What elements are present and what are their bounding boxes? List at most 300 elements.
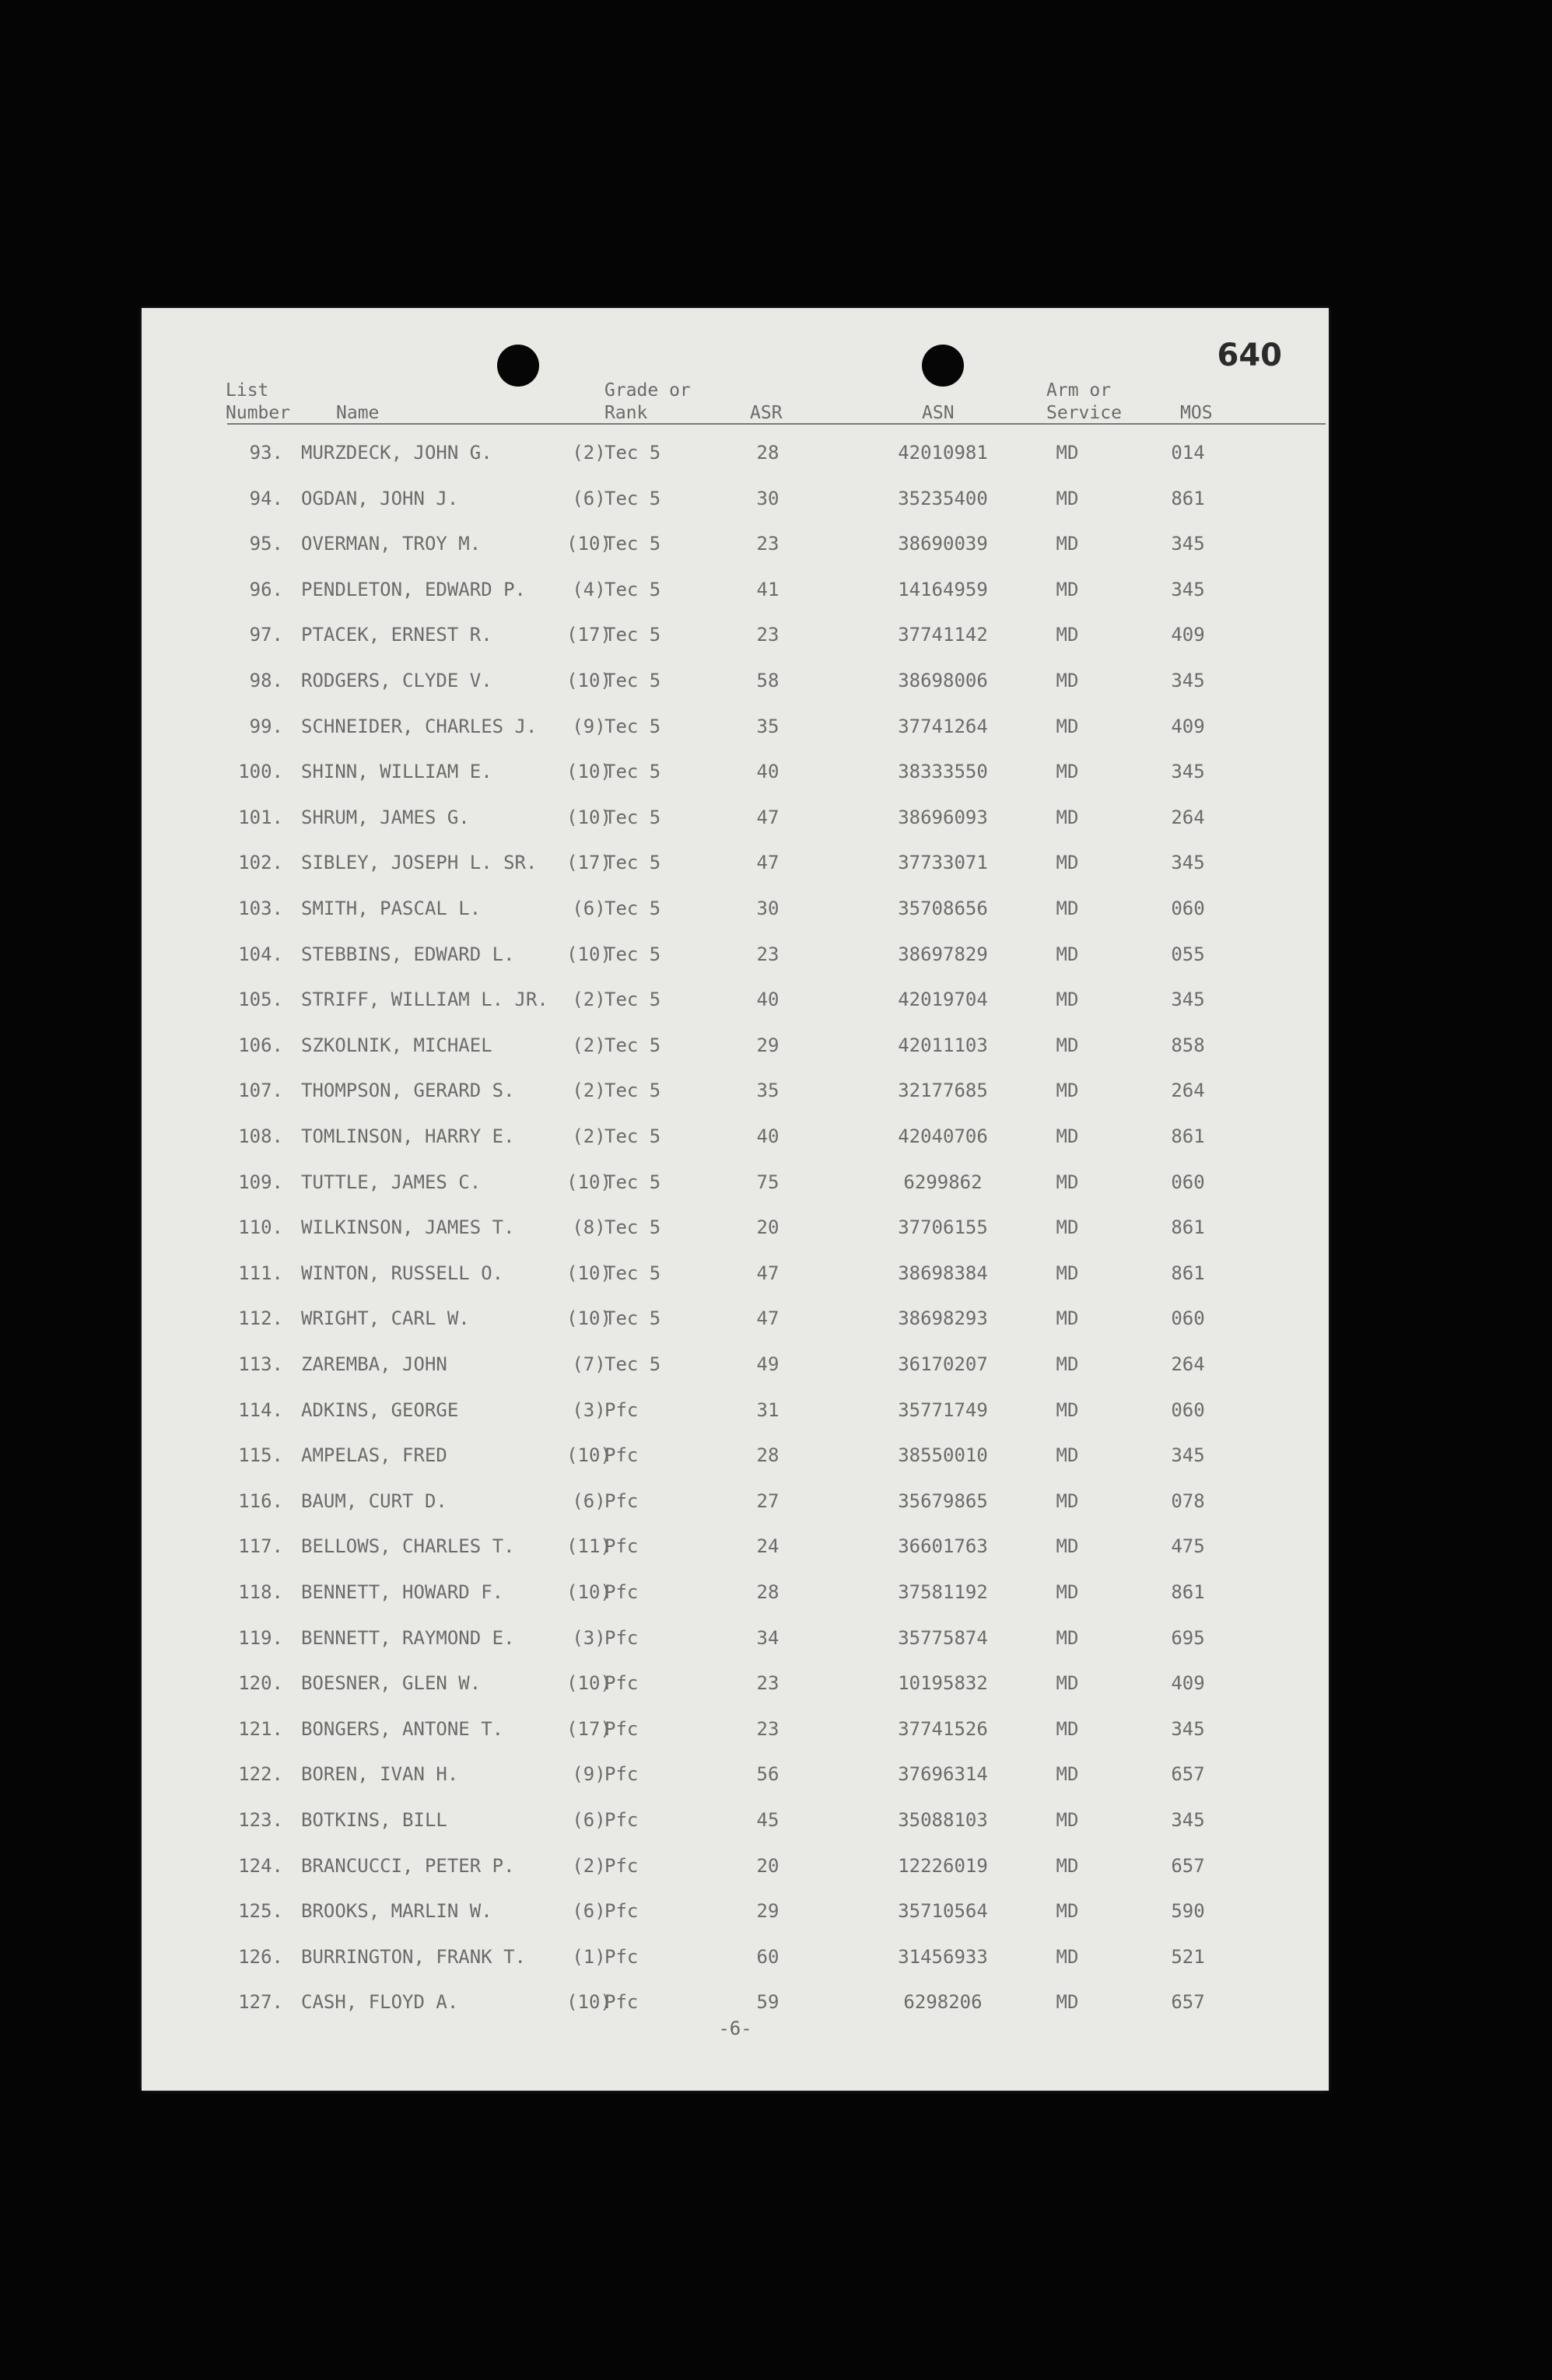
age-value: 23 <box>756 1717 780 1740</box>
mos-code: 475 <box>1171 1535 1205 1558</box>
age-value: 30 <box>756 898 780 919</box>
grade-rank: Pfc <box>604 1581 639 1603</box>
table-row <box>142 1946 1329 1977</box>
age-value: 47 <box>756 806 780 828</box>
mos-code: 521 <box>1171 1945 1205 1968</box>
person-name: PENDLETON, EDWARD P. <box>301 578 526 600</box>
asn-value: 35679865 <box>898 1489 988 1512</box>
grade-rank: Tec 5 <box>604 442 661 464</box>
grade-rank: Tec 5 <box>604 989 661 1011</box>
grade-rank: Pfc <box>604 1444 639 1467</box>
asn-value: 35710564 <box>898 1900 988 1923</box>
grade-rank: Pfc <box>604 1626 639 1649</box>
table-row <box>142 1034 1329 1066</box>
arm-service: MD <box>1056 1672 1079 1695</box>
grade-rank: Tec 5 <box>604 806 661 828</box>
table-row <box>142 761 1329 792</box>
arm-service: MD <box>1056 1034 1079 1056</box>
arm-service: MD <box>1056 1581 1079 1603</box>
age-value: 28 <box>756 1581 780 1603</box>
asn-value: 35088103 <box>898 1809 988 1831</box>
age-value: 23 <box>756 533 780 555</box>
person-name: SZKOLNIK, MICHAEL <box>301 1034 492 1056</box>
person-name: THOMPSON, GERARD S. <box>301 1080 515 1102</box>
mos-code: 861 <box>1171 1581 1205 1603</box>
asn-value: 37741142 <box>898 624 988 646</box>
person-name: BROOKS, MARLIN W. <box>301 1900 492 1923</box>
reference-note: (3) <box>572 1398 606 1421</box>
table-row <box>142 989 1329 1020</box>
grade-rank: Tec 5 <box>604 761 661 783</box>
table-row <box>142 1581 1329 1612</box>
table-row <box>142 807 1329 838</box>
list-number: 103. <box>238 898 283 919</box>
list-number: 120. <box>238 1672 283 1695</box>
mos-code: 060 <box>1171 898 1205 919</box>
arm-service: MD <box>1056 1717 1079 1740</box>
mos-code: 060 <box>1171 1307 1205 1330</box>
grade-rank: Pfc <box>604 1398 639 1421</box>
reference-note: (17) <box>566 1717 611 1740</box>
reference-note: (6) <box>572 1489 606 1512</box>
mos-code: 055 <box>1171 943 1205 965</box>
grade-rank: Tec 5 <box>604 1080 661 1102</box>
asn-value: 32177685 <box>898 1080 988 1102</box>
reference-note: (10) <box>566 670 611 691</box>
reference-note: (8) <box>572 1216 606 1239</box>
age-value: 40 <box>756 989 780 1011</box>
reference-note: (17) <box>566 624 611 646</box>
reference-note: (10) <box>566 1672 611 1695</box>
reference-note: (6) <box>572 1900 606 1923</box>
header-list-bottom: Number <box>226 403 291 423</box>
table-row <box>142 716 1329 747</box>
person-name: WRIGHT, CARL W. <box>301 1307 470 1330</box>
person-name: SCHNEIDER, CHARLES J. <box>301 715 538 737</box>
table-row <box>142 1763 1329 1794</box>
age-value: 75 <box>756 1171 780 1193</box>
age-value: 35 <box>756 715 780 737</box>
header-name: Name <box>336 403 380 423</box>
age-value: 49 <box>756 1353 780 1375</box>
punch-hole <box>922 345 964 387</box>
table-row <box>142 1718 1329 1749</box>
reference-note: (10) <box>566 761 611 783</box>
age-value: 20 <box>756 1216 780 1239</box>
arm-service: MD <box>1056 1307 1079 1330</box>
arm-service: MD <box>1056 1945 1079 1968</box>
person-name: STRIFF, WILLIAM L. JR. <box>301 989 548 1011</box>
age-value: 59 <box>756 1991 780 2014</box>
table-row <box>142 1490 1329 1521</box>
grade-rank: Tec 5 <box>604 715 661 737</box>
mos-code: 060 <box>1171 1398 1205 1421</box>
table-row <box>142 1855 1329 1886</box>
person-name: BENNETT, RAYMOND E. <box>301 1626 515 1649</box>
mos-code: 078 <box>1171 1489 1205 1512</box>
table-row <box>142 624 1329 655</box>
grade-rank: Pfc <box>604 1763 639 1786</box>
table-row <box>142 442 1329 473</box>
asn-value: 38333550 <box>898 761 988 783</box>
arm-service: MD <box>1056 1398 1079 1421</box>
mos-code: 409 <box>1171 624 1205 646</box>
age-value: 47 <box>756 852 780 874</box>
mos-code: 345 <box>1171 852 1205 874</box>
age-value: 45 <box>756 1809 780 1831</box>
list-number: 119. <box>238 1626 283 1649</box>
mos-code: 409 <box>1171 1672 1205 1695</box>
list-number: 107. <box>238 1080 283 1102</box>
mos-code: 657 <box>1171 1854 1205 1877</box>
grade-rank: Tec 5 <box>604 1216 661 1239</box>
person-name: WINTON, RUSSELL O. <box>301 1262 504 1284</box>
age-value: 24 <box>756 1535 780 1558</box>
grade-rank: Pfc <box>604 1489 639 1512</box>
arm-service: MD <box>1056 1626 1079 1649</box>
asn-value: 42019704 <box>898 989 988 1011</box>
list-number: 101. <box>238 806 283 828</box>
header-grade-top: Grade or <box>604 380 691 401</box>
grade-rank: Tec 5 <box>604 852 661 874</box>
mos-code: 014 <box>1171 442 1205 464</box>
arm-service: MD <box>1056 1763 1079 1786</box>
age-value: 28 <box>756 1444 780 1467</box>
reference-note: (3) <box>572 1626 606 1649</box>
table-row <box>142 1307 1329 1339</box>
mos-code: 861 <box>1171 1216 1205 1239</box>
age-value: 60 <box>756 1945 780 1968</box>
arm-service: MD <box>1056 1080 1079 1102</box>
asn-value: 42010981 <box>898 442 988 464</box>
reference-note: (2) <box>572 1034 606 1056</box>
asn-value: 37706155 <box>898 1216 988 1239</box>
person-name: BOESNER, GLEN W. <box>301 1672 482 1695</box>
list-number: 109. <box>238 1171 283 1193</box>
header-grade-bottom: Rank <box>604 403 648 423</box>
arm-service: MD <box>1056 1489 1079 1512</box>
age-value: 27 <box>756 1489 780 1512</box>
person-name: OVERMAN, TROY M. <box>301 533 482 555</box>
table-row <box>142 579 1329 610</box>
mos-code: 264 <box>1171 1080 1205 1102</box>
reference-note: (2) <box>572 1854 606 1877</box>
reference-note: (10) <box>566 1444 611 1467</box>
arm-service: MD <box>1056 1125 1079 1147</box>
asn-value: 36601763 <box>898 1535 988 1558</box>
asn-value: 38690039 <box>898 533 988 555</box>
grade-rank: Tec 5 <box>604 533 661 555</box>
list-number: 95. <box>249 533 283 555</box>
header-age: ASR <box>750 403 783 423</box>
arm-service: MD <box>1056 1900 1079 1923</box>
grade-rank: Pfc <box>604 1535 639 1558</box>
mos-code: 345 <box>1171 761 1205 783</box>
table-row <box>142 1353 1329 1384</box>
age-value: 29 <box>756 1900 780 1923</box>
age-value: 40 <box>756 1125 780 1147</box>
arm-service: MD <box>1056 533 1079 555</box>
asn-value: 38698006 <box>898 670 988 691</box>
list-number: 126. <box>238 1945 283 1968</box>
reference-note: (9) <box>572 1763 606 1786</box>
grade-rank: Tec 5 <box>604 1034 661 1056</box>
arm-service: MD <box>1056 943 1079 965</box>
header-arm <box>1046 380 1122 425</box>
age-value: 23 <box>756 624 780 646</box>
mos-code: 345 <box>1171 670 1205 691</box>
mos-code: 590 <box>1171 1900 1205 1923</box>
punch-hole <box>497 345 539 387</box>
asn-value: 37741264 <box>898 715 988 737</box>
list-number: 117. <box>238 1535 283 1558</box>
arm-service: MD <box>1056 761 1079 783</box>
age-value: 58 <box>756 670 780 691</box>
arm-service: MD <box>1056 442 1079 464</box>
person-name: BURRINGTON, FRANK T. <box>301 1945 526 1968</box>
arm-service: MD <box>1056 624 1079 646</box>
table-row <box>142 1399 1329 1430</box>
reference-note: (10) <box>566 1991 611 2014</box>
grade-rank: Pfc <box>604 1945 639 1968</box>
arm-service: MD <box>1056 1991 1079 2014</box>
person-name: ZAREMBA, JOHN <box>301 1353 447 1375</box>
reference-note: (2) <box>572 989 606 1011</box>
mos-code: 264 <box>1171 1353 1205 1375</box>
person-name: SIBLEY, JOSEPH L. SR. <box>301 852 538 874</box>
asn-value: 37581192 <box>898 1581 988 1603</box>
list-number: 122. <box>238 1763 283 1786</box>
reference-note: (10) <box>566 806 611 828</box>
list-number: 121. <box>238 1717 283 1740</box>
grade-rank: Pfc <box>604 1672 639 1695</box>
grade-rank: Pfc <box>604 1991 639 2014</box>
list-number: 116. <box>238 1489 283 1512</box>
table-row <box>142 1535 1329 1566</box>
asn-value: 35771749 <box>898 1398 988 1421</box>
arm-service: MD <box>1056 989 1079 1011</box>
person-name: BELLOWS, CHARLES T. <box>301 1535 515 1558</box>
reference-note: (1) <box>572 1945 606 1968</box>
arm-service: MD <box>1056 1262 1079 1284</box>
grade-rank: Tec 5 <box>604 1307 661 1330</box>
grade-rank: Tec 5 <box>604 1171 661 1193</box>
asn-value: 35235400 <box>898 487 988 509</box>
asn-value: 37696314 <box>898 1763 988 1786</box>
grade-rank: Tec 5 <box>604 1353 661 1375</box>
reference-note: (10) <box>566 533 611 555</box>
person-name: WILKINSON, JAMES T. <box>301 1216 515 1239</box>
list-number: 105. <box>238 989 283 1011</box>
table-row <box>142 852 1329 883</box>
person-name: STEBBINS, EDWARD L. <box>301 943 515 965</box>
mos-code: 345 <box>1171 1809 1205 1831</box>
arm-service: MD <box>1056 578 1079 600</box>
person-name: PTACEK, ERNEST R. <box>301 624 492 646</box>
list-number: 102. <box>238 852 283 874</box>
reference-note: (10) <box>566 1581 611 1603</box>
grade-rank: Pfc <box>604 1900 639 1923</box>
header-arm-top: Arm or <box>1046 380 1112 401</box>
arm-service: MD <box>1056 1171 1079 1193</box>
age-value: 47 <box>756 1307 780 1330</box>
reference-note: (17) <box>566 852 611 874</box>
asn-value: 42040706 <box>898 1125 988 1147</box>
mos-code: 695 <box>1171 1626 1205 1649</box>
age-value: 23 <box>756 1672 780 1695</box>
asn-value: 31456933 <box>898 1945 988 1968</box>
header-arm-bottom: Service <box>1046 403 1122 423</box>
age-value: 41 <box>756 578 780 600</box>
person-name: BOTKINS, BILL <box>301 1809 447 1831</box>
list-number: 110. <box>238 1216 283 1239</box>
table-row <box>142 533 1329 564</box>
asn-value: 38698384 <box>898 1262 988 1284</box>
list-number: 114. <box>238 1398 283 1421</box>
reference-note: (4) <box>572 578 606 600</box>
table-row <box>142 1262 1329 1293</box>
page-footer: -6- <box>718 2018 752 2039</box>
list-number: 111. <box>238 1262 283 1284</box>
person-name: SHRUM, JAMES G. <box>301 806 470 828</box>
mos-code: 345 <box>1171 1717 1205 1740</box>
reference-note: (10) <box>566 1171 611 1193</box>
reference-note: (2) <box>572 1080 606 1102</box>
list-number: 106. <box>238 1034 283 1056</box>
list-number: 125. <box>238 1900 283 1923</box>
age-value: 35 <box>756 1080 780 1102</box>
age-value: 40 <box>756 761 780 783</box>
asn-value: 35708656 <box>898 898 988 919</box>
person-name: MURZDECK, JOHN G. <box>301 442 492 464</box>
age-value: 30 <box>756 487 780 509</box>
person-name: SHINN, WILLIAM E. <box>301 761 492 783</box>
list-number: 93. <box>249 442 283 464</box>
age-value: 56 <box>756 1763 780 1786</box>
person-name: BONGERS, ANTONE T. <box>301 1717 504 1740</box>
list-number: 97. <box>249 624 283 646</box>
mos-code: 657 <box>1171 1991 1205 2014</box>
age-value: 34 <box>756 1626 780 1649</box>
reference-note: (6) <box>572 898 606 919</box>
person-name: BOREN, IVAN H. <box>301 1763 459 1786</box>
header-asn: ASN <box>922 403 955 423</box>
list-number: 123. <box>238 1809 283 1831</box>
reference-note: (7) <box>572 1353 606 1375</box>
age-value: 31 <box>756 1398 780 1421</box>
arm-service: MD <box>1056 1854 1079 1877</box>
grade-rank: Tec 5 <box>604 487 661 509</box>
header-rule <box>227 423 1326 425</box>
person-name: SMITH, PASCAL L. <box>301 898 482 919</box>
reference-note: (10) <box>566 1262 611 1284</box>
list-number: 127. <box>238 1991 283 2014</box>
grade-rank: Tec 5 <box>604 670 661 691</box>
arm-service: MD <box>1056 670 1079 691</box>
arm-service: MD <box>1056 852 1079 874</box>
header-grade <box>604 380 691 425</box>
list-number: 108. <box>238 1125 283 1147</box>
person-name: TOMLINSON, HARRY E. <box>301 1125 515 1147</box>
mos-code: 409 <box>1171 715 1205 737</box>
asn-value: 38696093 <box>898 806 988 828</box>
mos-code: 345 <box>1171 578 1205 600</box>
list-number: 124. <box>238 1854 283 1877</box>
reference-note: (10) <box>566 1307 611 1330</box>
asn-value: 38697829 <box>898 943 988 965</box>
header-mos: MOS <box>1180 403 1213 423</box>
table-row <box>142 1809 1329 1840</box>
list-number: 94. <box>249 487 283 509</box>
person-name: BRANCUCCI, PETER P. <box>301 1854 515 1877</box>
header-list-number <box>226 380 290 425</box>
table-row <box>142 1080 1329 1111</box>
reference-note: (9) <box>572 715 606 737</box>
list-number: 99. <box>249 715 283 737</box>
grade-rank: Tec 5 <box>604 578 661 600</box>
mos-code: 858 <box>1171 1034 1205 1056</box>
table-row <box>142 670 1329 701</box>
mos-code: 345 <box>1171 989 1205 1011</box>
reference-note: (6) <box>572 487 606 509</box>
list-number: 115. <box>238 1444 283 1467</box>
mos-code: 345 <box>1171 533 1205 555</box>
grade-rank: Pfc <box>604 1717 639 1740</box>
asn-value: 12226019 <box>898 1854 988 1877</box>
table-row <box>142 488 1329 519</box>
person-name: CASH, FLOYD A. <box>301 1991 459 2014</box>
table-row <box>142 1125 1329 1157</box>
grade-rank: Tec 5 <box>604 943 661 965</box>
reference-note: (10) <box>566 943 611 965</box>
grade-rank: Pfc <box>604 1854 639 1877</box>
asn-value: 14164959 <box>898 578 988 600</box>
age-value: 23 <box>756 943 780 965</box>
mos-code: 861 <box>1171 1125 1205 1147</box>
asn-value: 6299862 <box>903 1171 983 1193</box>
mos-code: 345 <box>1171 1444 1205 1467</box>
person-name: OGDAN, JOHN J. <box>301 487 459 509</box>
table-row <box>142 1900 1329 1931</box>
table-row <box>142 1216 1329 1248</box>
asn-value: 42011103 <box>898 1034 988 1056</box>
asn-value: 37733071 <box>898 852 988 874</box>
list-number: 104. <box>238 943 283 965</box>
mos-code: 264 <box>1171 806 1205 828</box>
arm-service: MD <box>1056 1535 1079 1558</box>
list-number: 96. <box>249 578 283 600</box>
asn-value: 37741526 <box>898 1717 988 1740</box>
reference-note: (2) <box>572 1125 606 1147</box>
mos-code: 060 <box>1171 1171 1205 1193</box>
list-number: 100. <box>238 761 283 783</box>
age-value: 28 <box>756 442 780 464</box>
age-value: 29 <box>756 1034 780 1056</box>
person-name: BENNETT, HOWARD F. <box>301 1581 504 1603</box>
grade-rank: Tec 5 <box>604 1262 661 1284</box>
arm-service: MD <box>1056 1809 1079 1831</box>
reference-note: (6) <box>572 1809 606 1831</box>
table-row <box>142 1627 1329 1658</box>
asn-value: 10195832 <box>898 1672 988 1695</box>
arm-service: MD <box>1056 1444 1079 1467</box>
asn-value: 38698293 <box>898 1307 988 1330</box>
list-number: 118. <box>238 1581 283 1603</box>
arm-service: MD <box>1056 715 1079 737</box>
grade-rank: Tec 5 <box>604 624 661 646</box>
grade-rank: Tec 5 <box>604 1125 661 1147</box>
arm-service: MD <box>1056 487 1079 509</box>
